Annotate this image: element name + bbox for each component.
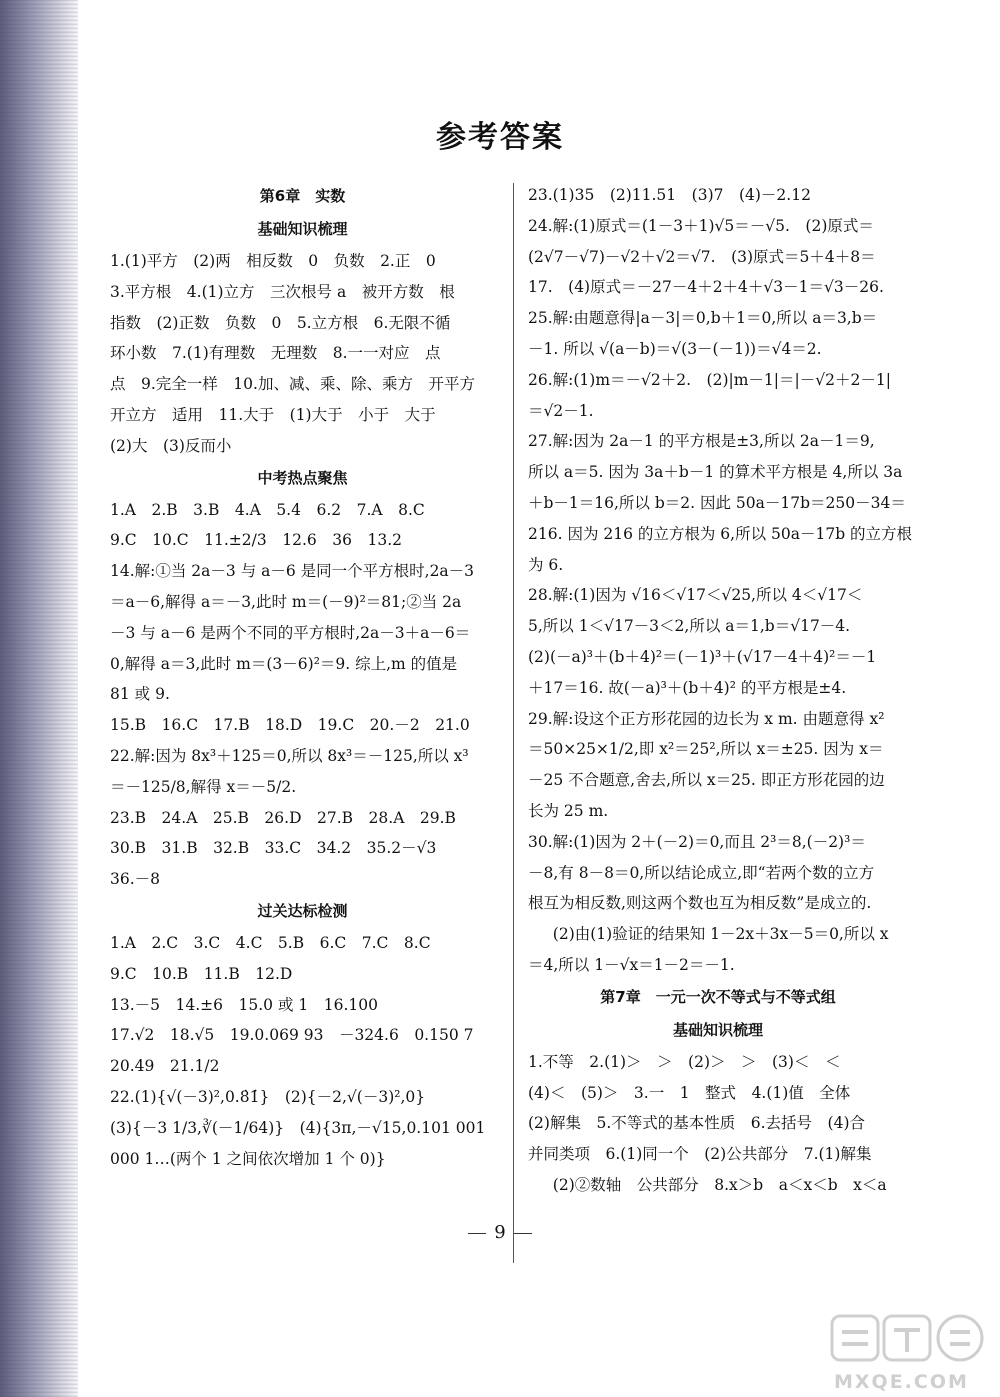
answer-line: 30.B 31.B 32.B 33.C 34.2 35.2－√3	[110, 839, 437, 858]
answer-line: ＝√2－1.	[528, 401, 594, 420]
answer-line: 点 9.完全一样 10.加、减、乘、除、乘方 开平方	[110, 375, 475, 394]
answer-line: 30.解:(1)因为 2＋(－2)＝0,而且 2³＝8,(－2)³＝	[528, 832, 866, 851]
answer-line: ＋17＝16. 故(－a)³＋(b＋4)² 的平方根是±4.	[528, 678, 847, 697]
answer-line: 13.－5 14.±6 15.0 或 1 16.100	[110, 995, 378, 1014]
answer-line: 并同类项 6.(1)同一个 (2)公共部分 7.(1)解集	[528, 1145, 872, 1164]
answer-line: (2)由(1)验证的结果知 1－2x＋3x－5＝0,所以 x	[552, 925, 889, 944]
answer-line: 3.平方根 4.(1)立方 三次根号 a 被开方数 根	[110, 282, 455, 301]
answer-line: ＝a－6,解得 a＝－3,此时 m＝(－9)²＝81;②当 2a	[110, 592, 462, 611]
answer-line: 所以 a＝5. 因为 3a＋b－1 的算术平方根是 4,所以 3a	[528, 463, 903, 482]
answer-line: －3 与 a－6 是两个不同的平方根时,2a－3＋a－6＝	[110, 623, 471, 642]
answer-line: 14.解:①当 2a－3 与 a－6 是同一个平方根时,2a－3	[110, 562, 475, 581]
section-heading: 基础知识梳理	[672, 1020, 763, 1039]
answer-line: 81 或 9.	[110, 685, 170, 704]
page-number	[0, 1222, 1000, 1243]
answer-line: 9.C 10.C 11.±2/3 12.6 36 13.2	[110, 531, 402, 550]
answer-line: 1.不等 2.(1)＞ ＞ (2)＞ ＞ (3)＜ ＜	[528, 1052, 841, 1071]
answer-line: 36.－8	[110, 870, 161, 889]
answer-line: 开立方 适用 11.大于 (1)大于 小于 大于	[110, 405, 436, 424]
answer-line: 000 1…(两个 1 之间依次增加 1 个 0)}	[110, 1149, 386, 1168]
answer-line: 5,所以 1＜√17－3＜2,所以 a＝1,b＝√17－4.	[528, 617, 851, 636]
answer-line: (3){－3 1/3,∛(－1/64)} (4){3π,－√15,0.101 001	[110, 1118, 486, 1137]
answer-line: 26.解:(1)m＝－√2＋2. (2)|m－1|＝|－√2＋2－1|	[528, 370, 891, 389]
answer-line: 25.解:由题意得|a－3|＝0,b＋1＝0,所以 a＝3,b＝	[528, 309, 878, 328]
answer-line: 22.解:因为 8x³＋125＝0,所以 8x³＝－125,所以 x³	[110, 746, 469, 765]
answer-line: －25 不合题意,舍去,所以 x＝25. 即正方形花园的边	[528, 771, 885, 790]
answer-line: ＝50×25×1/2,即 x²＝25²,所以 x＝±25. 因为 x＝	[528, 740, 884, 759]
scan-edge-shadow	[0, 0, 78, 1397]
answer-line: 29.解:设这个正方形花园的边长为 x m. 由题意得 x²	[528, 709, 885, 728]
answer-line: (2)②数轴 公共部分 8.x＞b a＜x＜b x＜a	[552, 1175, 887, 1194]
section-heading: 基础知识梳理	[257, 220, 348, 238]
answer-line: ＋b－1＝16,所以 b＝2. 因此 50a－17b＝250－34＝	[528, 493, 906, 512]
answer-line: 23.(1)35 (2)11.51 (3)7 (4)－2.12	[528, 186, 811, 204]
watermark-logo	[826, 1310, 991, 1394]
section-heading: 过关达标检测	[257, 901, 348, 920]
answer-line: (2)解集 5.不等式的基本性质 6.去括号 (4)合	[528, 1114, 865, 1133]
answer-line: －8,有 8－8＝0,所以结论成立,即“若两个数的立方	[528, 863, 875, 882]
answer-line: (2)大 (3)反而小	[110, 436, 232, 455]
answer-line: 20.49 21.1/2	[110, 1057, 220, 1076]
left-column	[110, 180, 495, 1174]
answer-line: 长为 25 m.	[528, 801, 609, 820]
page-number-text: 9	[494, 1222, 506, 1243]
answer-line: 9.C 10.B 11.B 12.D	[110, 964, 293, 983]
answer-line: 27.解:因为 2a－1 的平方根是±3,所以 2a－1＝9,	[528, 432, 875, 451]
answer-line: 17.√2 18.√5 19.0.069 93 －324.6 0.150 7	[110, 1026, 474, 1045]
answer-line: 28.解:(1)因为 √16＜√17＜√25,所以 4＜√17＜	[528, 586, 863, 605]
answer-line: 根互为相反数,则这两个数也互为相反数”是成立的.	[528, 894, 872, 913]
answer-line: 1.A 2.C 3.C 4.C 5.B 6.C 7.C 8.C	[110, 933, 431, 952]
answer-line: 22.(1){√(－3)²,0.8̇1̇} (2){－2,√(－3)²,0}	[110, 1087, 426, 1106]
answer-line: (2)(－a)³＋(b＋4)²＝(－1)³＋(√17－4＋4)²＝－1	[528, 647, 877, 666]
answer-line: 1.A 2.B 3.B 4.A 5.4 6.2 7.A 8.C	[110, 500, 425, 519]
answer-line: 17. (4)原式＝－27－4＋2＋4＋√3－1＝√3－26.	[528, 278, 884, 297]
svg-text:MXQE.COM: MXQE.COM	[834, 1371, 969, 1393]
page-number-dash-left	[468, 1233, 486, 1234]
answer-line: (4)＜ (5)＞ 3.一 1 整式 4.(1)值 全体	[528, 1083, 851, 1102]
answer-line: 环小数 7.(1)有理数 无理数 8.一一对应 点	[110, 344, 441, 363]
page-number-dash-right	[514, 1233, 532, 1234]
answer-line: 为 6.	[528, 555, 564, 574]
answer-line: 0,解得 a＝3,此时 m＝(3－6)²＝9. 综上,m 的值是	[110, 654, 458, 673]
column-divider	[513, 183, 514, 1263]
right-column	[528, 180, 913, 1201]
answer-line: 23.B 24.A 25.B 26.D 27.B 28.A 29.B	[110, 808, 456, 827]
section-heading: 中考热点聚焦	[257, 468, 348, 487]
answer-line: －1. 所以 √(a－b)＝√(3－(－1))＝√4＝2.	[528, 339, 822, 358]
answer-line: (2√7－√7)－√2＋√2＝√7. (3)原式＝5＋4＋8＝	[528, 247, 876, 266]
answer-line: 15.B 16.C 17.B 18.D 19.C 20.－2 21.0	[110, 716, 470, 735]
answer-line: ＝－125/8,解得 x＝－5/2.	[110, 777, 297, 796]
section-heading: 第6章 实数	[259, 187, 346, 205]
page-title: 参考答案	[436, 120, 564, 155]
answer-line: 1.(1)平方 (2)两 相反数 0 负数 2.正 0	[110, 252, 436, 270]
answer-line: 24.解:(1)原式＝(1－3＋1)√5＝－√5. (2)原式＝	[528, 216, 874, 235]
answer-line: 指数 (2)正数 负数 0 5.立方根 6.无限不循	[110, 313, 451, 332]
section-heading: 第7章 一元一次不等式与不等式组	[600, 987, 836, 1006]
answer-line: 216. 因为 216 的立方根为 6,所以 50a－17b 的立方根	[528, 524, 913, 543]
answer-line: ＝4,所以 1－√x＝1－2＝－1.	[528, 955, 735, 974]
